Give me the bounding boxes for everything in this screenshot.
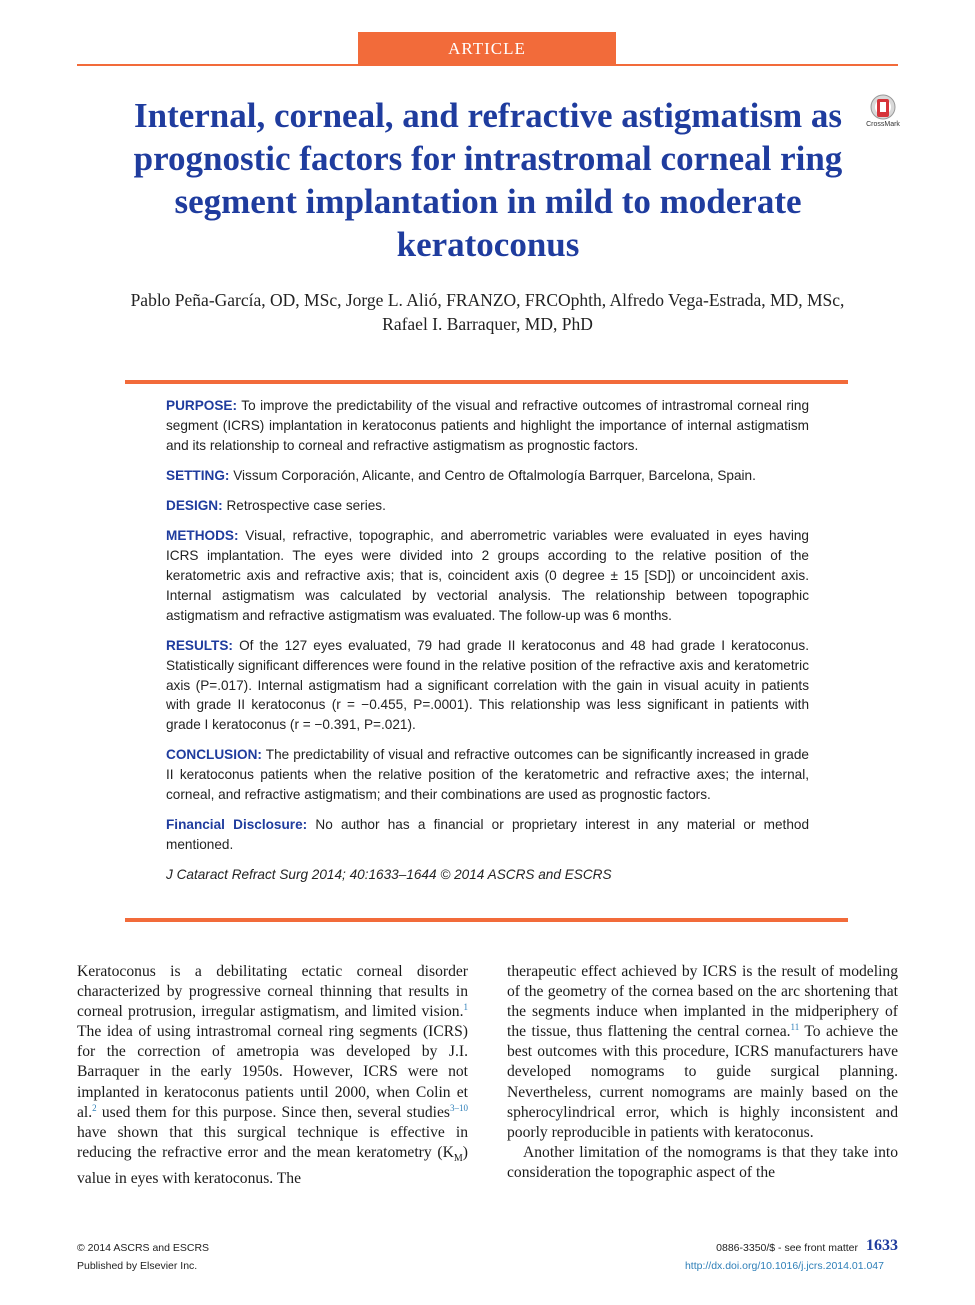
disclosure-label: Financial Disclosure: (166, 817, 308, 833)
methods-text: Visual, refractive, topographic, and aberrometric variables were evaluated in eyes having ICRS implantation. The eyes were divided into 2 groups according to the relative position of the keratometric axis and refractive axis; that is, coincident axis (0 degree ± 15 [SD]) or uncoincident axis. Internal astigmatism was calculated by vectorial analysis. The relationship between topographic astigmatism and refractive astigmatism was evaluated. The follow-up was 6 months. (166, 528, 809, 623)
body-paragraph (507, 962, 898, 1143)
abstract-purpose (166, 396, 809, 455)
disclosure-text: No author has a financial or proprietary interest in any material or method mentioned. (166, 817, 810, 853)
article-title: Internal, corneal, and refractive astigmatism as prognostic factors for intrastromal corneal ring segment implantation in mild to moderate keratoconus (133, 96, 843, 264)
reference-link[interactable]: 11 (790, 1022, 800, 1033)
abstract-conclusion (166, 745, 809, 804)
crossmark-label: CrossMark (866, 121, 900, 128)
reference-link[interactable]: 2 (92, 1102, 97, 1113)
abstract (166, 396, 809, 896)
body-text: ) value in eyes with keratoconus. The (77, 1143, 468, 1188)
methods-label: METHODS: (166, 528, 239, 544)
conclusion-text: The predictability of visual and refractive outcomes can be significantly increased in grade II keratoconus patients when the relative position of the keratometric and refractive axes; the internal, corneal, and refractive astigmatism; and their combinations are used as prognostic factors. (166, 747, 809, 803)
purpose-text: To improve the predictability of the visual and refractive outcomes of intrastromal corneal ring segment (ICRS) implantation in keratoconus patients and highlight the importance of internal astigmatism and its relationship to corneal and refractive astigmatism as prognostic factors. (166, 398, 810, 453)
copyright-notice: © 2014 ASCRS and ESCRS (77, 1242, 210, 1254)
section-tag: ARTICLE (358, 32, 616, 65)
body-text: To achieve the best outcomes with this procedure, ICRS manufacturers have developed nomograms to guide surgical planning. Nevertheless, current nomograms are mainly based on the spherocylindrical error, which is highly inconsistent and poorly reproducible in patients with keratoconus. (507, 1023, 899, 1141)
authors-line-1: Pablo Peña-García, OD, MSc, Jorge L. Alió, FRANZO, FRCOphth, Alfredo Vega-Estrada, MD, MSc, (130, 290, 845, 310)
author-list (60, 288, 915, 336)
design-text: Retrospective case series. (226, 498, 386, 514)
subscript: M (453, 1152, 463, 1164)
body-text: used them for this purpose. Since then, several studies (96, 1103, 450, 1121)
purpose-label: PURPOSE: (166, 398, 238, 413)
issn: 0886-3350/$ - see front matter (716, 1242, 858, 1254)
body-text: have shown that this surgical technique is effective in reducing the refractive error and the mean keratometry (K (77, 1123, 468, 1161)
body-paragraph: Another limitation of the nomograms is that they take into consideration the topographic aspect of the (507, 1143, 898, 1181)
body-paragraph (77, 962, 468, 1189)
body-column-left (77, 962, 468, 1189)
body-text: therapeutic effect achieved by ICRS is the result of modeling of the geometry of the cornea based on the arc shortening that the segments induce when implanted in the midperiphery of the tissue, thus flattening the central cornea. (507, 963, 898, 1041)
setting-label: SETTING: (166, 467, 230, 483)
reference-link[interactable]: 1 (463, 1002, 468, 1013)
reference-link[interactable]: 3–10 (450, 1102, 468, 1113)
authors-line-2: Rafael I. Barraquer, MD, PhD (382, 314, 593, 334)
abstract-top-rule (125, 380, 848, 384)
journal-citation: J Cataract Refract Surg 2014; 40:1633–1644 © 2014 ASCRS and ESCRS (166, 867, 612, 883)
doi-link[interactable]: http://dx.doi.org/10.1016/j.jcrs.2014.01.047 (684, 1260, 884, 1272)
abstract-setting (166, 466, 809, 486)
header-divider (77, 64, 898, 66)
body-text: The idea of using intrastromal corneal ring segments (ICRS) for the correction of ametropia was developed by J.I. Barraquer in the early 1950s. However, ICRS were not implanted in keratoconus patients until 2000, when Colin et al. (77, 1023, 468, 1121)
design-label: DESIGN: (166, 498, 223, 514)
abstract-disclosure (166, 815, 809, 855)
results-label: RESULTS: (166, 637, 233, 653)
body-text: Keratoconus is a debilitating ectatic corneal disorder characterized by progressive corneal thinning that results in corneal protrusion, irregular astigmatism, and limited vision. (77, 963, 468, 1021)
abstract-methods (166, 526, 809, 625)
setting-text: Vissum Corporación, Alicante, and Centro de Oftalmología Barrquer, Barcelona, Spain. (233, 467, 756, 483)
abstract-results (166, 636, 809, 735)
page-number: 1633 (866, 1237, 898, 1254)
body-column-right (507, 962, 898, 1183)
abstract-design (166, 496, 809, 516)
results-text: Of the 127 eyes evaluated, 79 had grade II keratoconus and 48 had grade I keratoconus. Statistically significant differences were found in the relative position of the refractive axis and keratometric axis (P=.017). Internal astigmatism had a significant correlation with the gain in visual acuity in patients with grade II keratoconus (r = −0.455, P=.0001). This relationship was less significant in patients with grade I keratoconus (r = −0.391, P=.021). (166, 637, 810, 733)
abstract-bottom-rule (125, 918, 848, 922)
conclusion-label: CONCLUSION: (166, 747, 262, 763)
publisher: Published by Elsevier Inc. (77, 1260, 198, 1272)
